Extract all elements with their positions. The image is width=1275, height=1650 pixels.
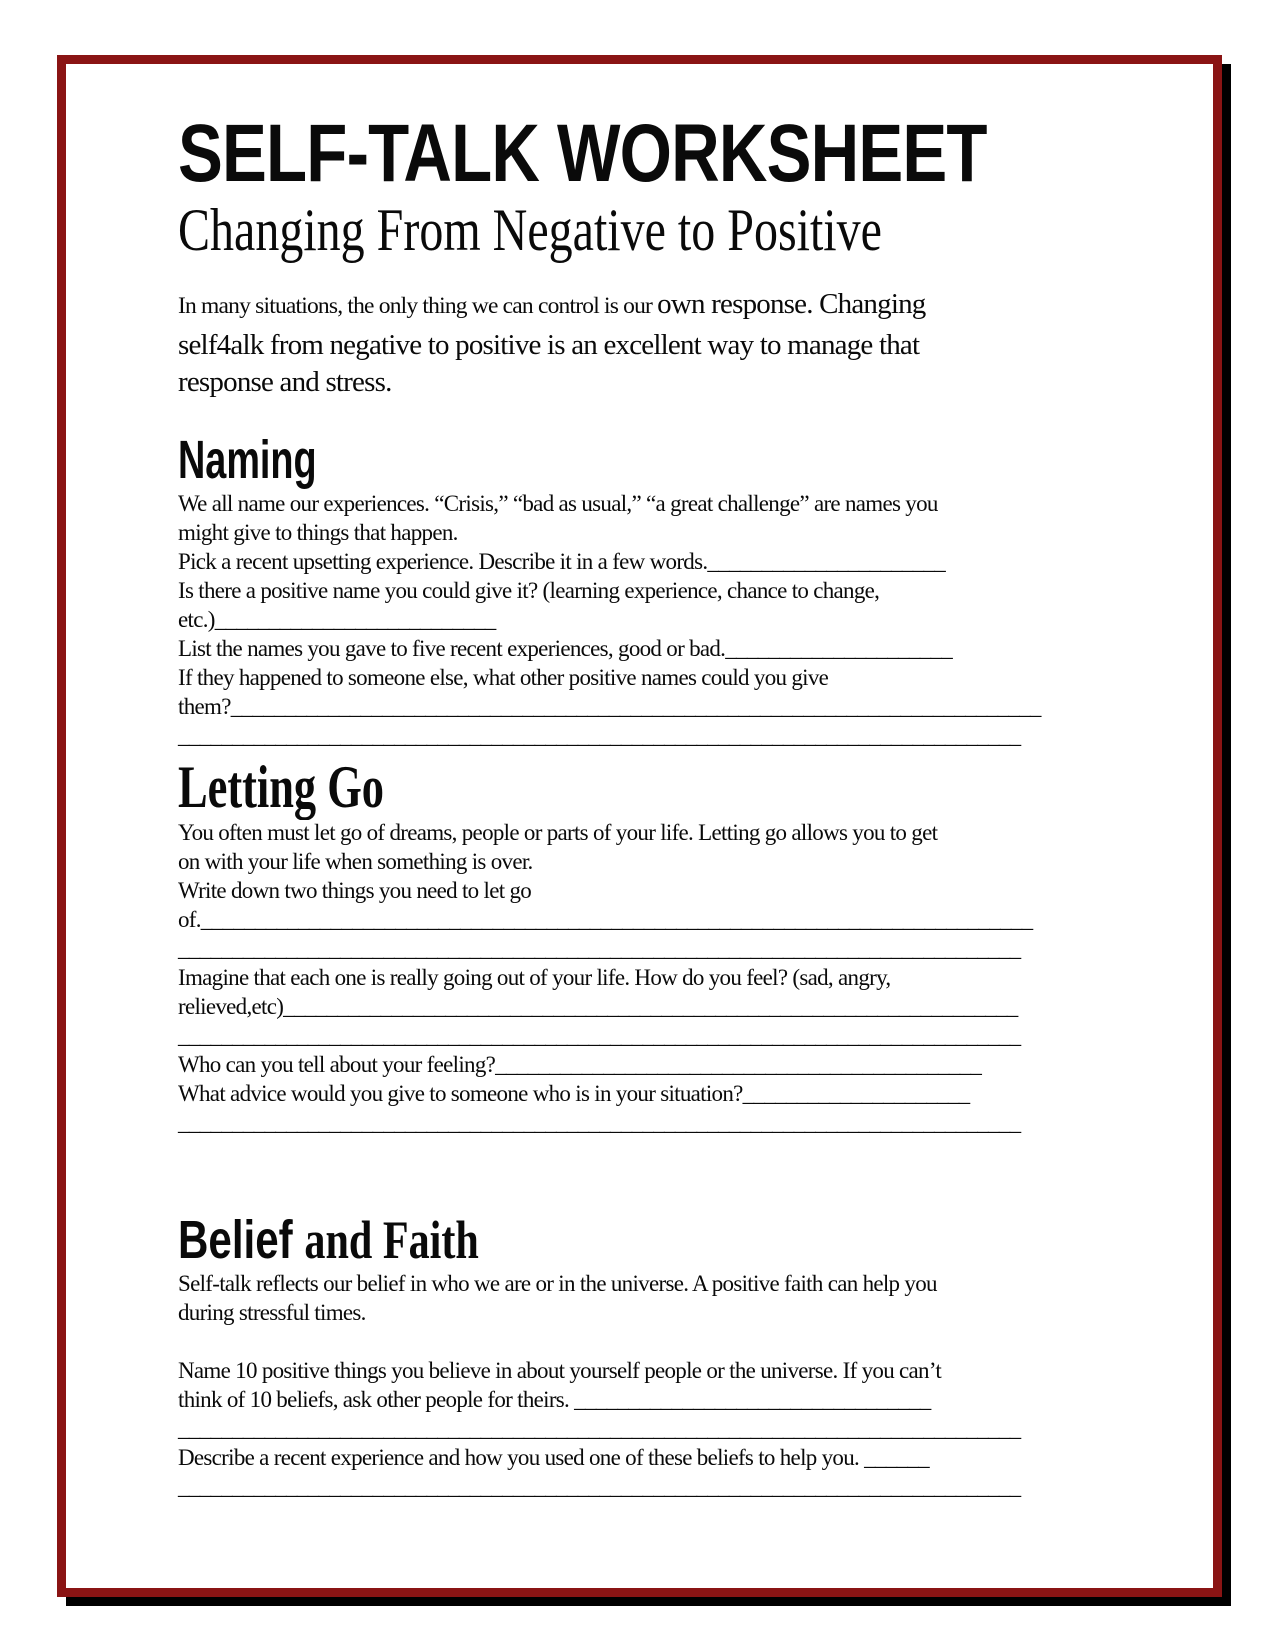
worksheet-line: List the names you gave to five recent experiences, good or bad._____________________ (178, 636, 953, 661)
worksheet-line: Name 10 positive things you believe in about yourself people or the universe. If you can’t (178, 1358, 942, 1383)
worksheet-line: You often must let go of dreams, people or parts of your life. Letting go allows you to get (178, 820, 938, 845)
intro-line-2: self4alk from negative to positive is an excellent way to manage that (178, 329, 920, 361)
intro-line-3: response and stress. (178, 366, 392, 398)
worksheet-line: ______________________________________________________________________________ (178, 1023, 1021, 1048)
worksheet-line: ______________________________________________________________________________ (178, 1416, 1021, 1441)
section-lines-naming (178, 489, 1048, 750)
section-letting-go (178, 756, 1048, 1137)
intro-paragraph (178, 286, 1048, 401)
worksheet-line: ______________________________________________________________________________ (178, 936, 1021, 961)
worksheet-line: Write down two things you need to let go (178, 878, 532, 903)
worksheet-line: Imagine that each one is really going out of your life. How do you feel? (sad, angry, (178, 965, 891, 990)
intro-line-1 (178, 286, 1048, 327)
worksheet-line: If they happened to someone else, what other positive names could you give (178, 665, 829, 690)
worksheet-line: Describe a recent experience and how you used one of these beliefs to help you. ______ (178, 1445, 929, 1470)
section-lines-letting-go (178, 818, 1048, 1137)
section-heading-letting-go: Letting Go (178, 754, 384, 820)
page-border-frame (57, 55, 1222, 1597)
section-lines-belief-and-faith (178, 1269, 1048, 1501)
worksheet-line: think of 10 beliefs, ask other people for theirs. _________________________________ (178, 1387, 931, 1412)
worksheet-line (178, 1327, 1048, 1356)
worksheet-line: relieved,etc)____________________________________________________________________ (178, 994, 1018, 1019)
worksheet-content (178, 108, 1048, 1501)
worksheet-line: Is there a positive name you could give it? (learning experience, chance to change, (178, 578, 880, 603)
page-title: SELF-TALK WORKSHEET (178, 108, 987, 199)
intro-large-text: own response. Changing (657, 288, 926, 320)
section-naming (178, 431, 1048, 750)
worksheet-line: Pick a recent upsetting experience. Describe it in a few words.______________________ (178, 549, 946, 574)
heading-part-and-faith: and Faith (304, 1210, 479, 1270)
page-subtitle: Changing From Negative to Positive (178, 197, 882, 263)
worksheet-line: Who can you tell about your feeling?_____________________________________________ (178, 1052, 982, 1077)
heading-part-belief: Belief (178, 1210, 305, 1270)
worksheet-line: on with your life when something is over. (178, 849, 533, 874)
section-heading-belief-and-faith (178, 1211, 857, 1269)
section-belief-and-faith (178, 1211, 1048, 1501)
worksheet-line: ______________________________________________________________________________ (178, 1110, 1021, 1135)
worksheet-line: ______________________________________________________________________________ (178, 1474, 1021, 1499)
worksheet-line: ______________________________________________________________________________ (178, 723, 1021, 748)
worksheet-line: might give to things that happen. (178, 520, 458, 545)
worksheet-line: of._____________________________________________________________________________ (178, 907, 1033, 932)
section-heading-naming: Naming (178, 430, 317, 490)
worksheet-line: etc.)__________________________ (178, 607, 496, 632)
worksheet-line: during stressful times. (178, 1300, 366, 1325)
intro-small-text: In many situations, the only thing we can control is our (178, 293, 658, 319)
worksheet-line: What advice would you give to someone who is in your situation?_____________________ (178, 1081, 970, 1106)
worksheet-line: them?___________________________________________________________________________ (178, 694, 1041, 719)
worksheet-line: We all name our experiences. “Crisis,” “bad as usual,” “a great challenge” are names you (178, 491, 938, 516)
worksheet-line: Self-talk reflects our belief in who we are or in the universe. A positive faith can help you (178, 1271, 937, 1296)
